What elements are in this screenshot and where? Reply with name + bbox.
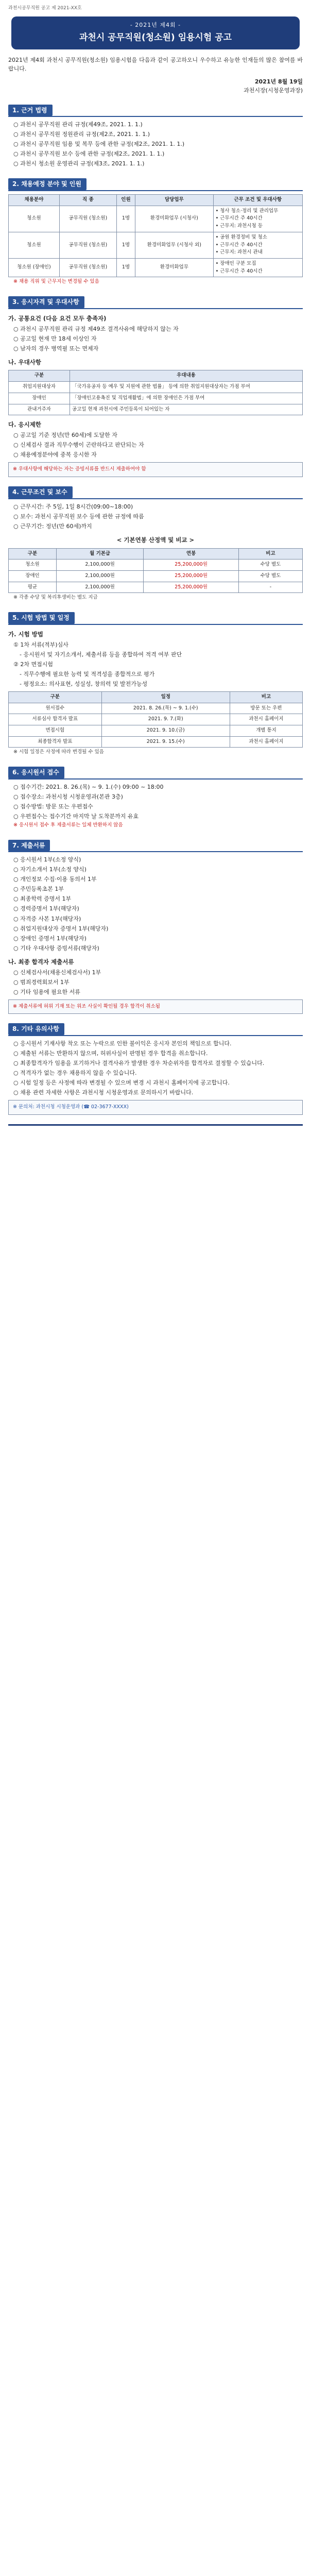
table-row <box>9 382 303 393</box>
table-cell: 2,100,000원 <box>56 571 143 582</box>
table-row <box>9 725 303 736</box>
table-row <box>9 232 303 258</box>
notice-org: 과천시장(시청운영과장) <box>244 87 303 94</box>
recruit-table <box>8 194 303 277</box>
table-header: 근무 조건 및 우대사항 <box>213 194 302 206</box>
table-cell: 관내거주자 <box>9 404 70 415</box>
list-item: ○ 주민등록초본 1부 <box>13 886 64 893</box>
list-item: ○ 최종합격자가 임용을 포기하거나 결격사유가 발생한 경우 차순위자를 합격자로 결정할 수 있습니다. <box>13 1060 265 1067</box>
list-item: ○ 제출된 서류는 반환하지 않으며, 허위사실이 판명된 경우 합격을 취소합니다. <box>13 1050 208 1057</box>
table-cell: 공고일 현재 과천시에 주민등록이 되어있는 자 <box>70 404 303 415</box>
sub-heading: 나. 최종 합격자 제출서류 <box>8 958 74 965</box>
table-cell: 취업지원대상자 <box>9 382 70 393</box>
table-cell: 「국가유공자 등 예우 및 지원에 관한 법률」 등에 의한 취업지원대상자는 가점 부여 <box>70 382 303 393</box>
table-header: 구분 <box>9 370 70 382</box>
table-row <box>9 736 303 748</box>
table-cell: 평균 <box>9 582 57 593</box>
list-item: ○ 신체검사 결과 직무수행이 곤란하다고 판단되는 자 <box>13 442 144 449</box>
table-cell: 개별 통지 <box>230 725 302 736</box>
table-cell: • 장애인 구분 모집 • 근무시간 주 40시간 <box>213 258 302 277</box>
section-title-7: 7. 제출서류 <box>8 840 50 852</box>
table-cell: 서류심사 합격자 발표 <box>9 714 102 725</box>
table-cell: 「장애인고용촉진 및 직업재활법」에 의한 장애인은 가점 부여 <box>70 393 303 404</box>
table-row <box>9 582 303 593</box>
table-cell: • 청사 청소·정리 및 관리업무 • 근무시간 주 40시간 • 근무지: 과천시청 등 <box>213 206 302 232</box>
sub-heading: 나. 우대사항 <box>8 358 41 366</box>
notice-date: 2021년 8월 19일 <box>254 78 303 86</box>
section-note: ※ 우대사항에 해당하는 자는 증빙서류를 반드시 제출하여야 함 <box>8 462 303 477</box>
table-cell: 25,200,000원 <box>144 571 239 582</box>
list-item: ① 1차 서류(적부)심사 <box>13 641 68 648</box>
list-item: ○ 취업지원대상자 증명서 1부(해당자) <box>13 925 109 932</box>
table-cell: 공무직원 (청소원) <box>59 206 116 232</box>
table-cell: 청소원 <box>9 232 60 258</box>
table-cell: - <box>238 582 302 593</box>
list-item: - 응시원서 및 자기소개서, 제출서류 등을 종합하여 적격 여부 판단 <box>20 651 182 658</box>
section-title-5: 5. 시험 방법 및 일정 <box>8 612 75 624</box>
table-cell: 2021. 9. 7.(화) <box>101 714 230 725</box>
table-header: 담당업무 <box>135 194 214 206</box>
table-cell: 환경미화업무 (시청사 외) <box>135 232 214 258</box>
table-cell: 25,200,000원 <box>144 582 239 593</box>
table-cell: 공무직원 (청소원) <box>59 232 116 258</box>
section-note: ※ 제출서류에 허위 기재 또는 위조 사실이 확인될 경우 합격이 취소됨 <box>8 999 303 1014</box>
table-row <box>9 703 303 714</box>
preference-table <box>8 370 303 415</box>
page-title: 과천시 공무직원(청소원) 임용시험 공고 <box>79 32 232 43</box>
table-cell: 2,100,000원 <box>56 582 143 593</box>
table-header: 구분 <box>9 691 102 703</box>
list-item: ○ 접수장소: 과천시청 시청운영과(본관 3층) <box>13 793 123 800</box>
title-year: - 2021년 제4회 - <box>130 21 181 28</box>
section-1-list <box>8 120 303 168</box>
list-item: ○ 경력증명서 1부(해당자) <box>13 905 79 912</box>
table-header: 비고 <box>238 548 302 560</box>
table-cell: 최종합격자 발표 <box>9 736 102 748</box>
table-cell: 과천시 홈페이지 <box>230 736 302 748</box>
table-cell: 방문 또는 우편 <box>230 703 302 714</box>
table-cell: 1명 <box>116 206 135 232</box>
list-item: ○ 자기소개서 1부(소정 양식) <box>13 866 87 873</box>
list-item: ○ 적격자가 없는 경우 채용하지 않을 수 있습니다. <box>13 1070 137 1077</box>
list-item: ○ 보수: 과천시 공무직원 보수 등에 관한 규정에 따름 <box>13 513 144 520</box>
table-cell: 2021. 9. 15.(수) <box>101 736 230 748</box>
section-title-2: 2. 채용예정 분야 및 인원 <box>8 178 87 190</box>
list-item: ○ 우편접수는 접수기간 마지막 날 도착분까지 유효 <box>13 812 139 820</box>
table-cell: 25,200,000원 <box>144 560 239 571</box>
sub-heading: 가. 시험 방법 <box>8 630 43 638</box>
section-note: ※ 응시원서 접수 후 제출서류는 일체 반환하지 않음 <box>13 822 123 828</box>
table-row <box>9 258 303 277</box>
table-cell: 1명 <box>116 258 135 277</box>
list-item: ○ 기타 우대사항 증빙서류(해당자) <box>13 944 99 952</box>
list-item: ○ 접수방법: 방문 또는 우편접수 <box>13 803 93 810</box>
table-header: 채용분야 <box>9 194 60 206</box>
list-item: ○ 남자의 경우 병역필 또는 면제자 <box>13 345 99 352</box>
section-title-3: 3. 응시자격 및 우대사항 <box>8 296 84 308</box>
pay-table <box>8 548 303 594</box>
table-row <box>9 714 303 725</box>
list-item: ○ 과천시 공무직원 임용 및 복무 등에 관한 규정(제2조, 2021. 1. 1.) <box>13 141 185 148</box>
table-header: 직 종 <box>59 194 116 206</box>
table-cell: • 공원 환경정비 및 청소 • 근무시간 주 40시간 • 근무지: 과천시 관내 <box>213 232 302 258</box>
list-item: ○ 최종학력 증명서 1부 <box>13 895 72 903</box>
table-row <box>9 393 303 404</box>
list-item: ○ 근무기간: 정년(만 60세)까지 <box>13 522 92 530</box>
intro-text: 2021년 제4회 과천시 공무직원(청소원) 임용시험을 다음과 같이 공고하오니 우수하고 유능한 인재들의 많은 참여를 바랍니다. <box>8 57 303 73</box>
table-cell: 환경미화업무 (시청사) <box>135 206 214 232</box>
list-item: ○ 기타 임용에 필요한 서류 <box>13 988 80 995</box>
table-note: ※ 각종 수당 및 복리후생비는 별도 지급 <box>13 595 98 601</box>
list-item: ○ 접수기간: 2021. 8. 26.(목) ~ 9. 1.(수) 09:00 ~ 18:00 <box>13 783 164 790</box>
schedule-table <box>8 691 303 748</box>
section-title-6: 6. 응시원서 접수 <box>8 767 64 778</box>
section-title-8: 8. 기타 유의사항 <box>8 1023 64 1035</box>
table-note: ※ 시험 일정은 사정에 따라 변경될 수 있음 <box>13 749 104 755</box>
table-cell: 과천시 홈페이지 <box>230 714 302 725</box>
table-cell: 면접시험 <box>9 725 102 736</box>
list-item: ○ 채용예정분야에 중복 응시한 자 <box>13 451 97 459</box>
list-item: ○ 시험 일정 등은 사정에 따라 변경될 수 있으며 변경 시 과천시 홈페이지에 공고합니다. <box>13 1079 230 1087</box>
table-header: 우대내용 <box>70 370 303 382</box>
list-item: ○ 장애인 증명서 1부(해당자) <box>13 935 87 942</box>
table-cell: 1명 <box>116 232 135 258</box>
section-title-1: 1. 근거 법령 <box>8 105 53 116</box>
list-item: ○ 과천시 공무직원 보수 등에 관한 규정(제2조, 2021. 1. 1.) <box>13 150 165 158</box>
list-item: ○ 과천시 공무직원 정원관리 규정(제2조, 2021. 1. 1.) <box>13 131 150 138</box>
table-header: 일정 <box>101 691 230 703</box>
table-cell: 청소원 <box>9 560 57 571</box>
doc-number: 과천시공무직원 공고 제 2021-XX호 <box>8 6 82 11</box>
sub-heading: 가. 공통요건 (다음 요건 모두 충족자) <box>8 314 107 322</box>
list-item: ○ 근무시간: 주 5일, 1일 8시간(09:00~18:00) <box>13 503 133 510</box>
title-banner <box>11 16 300 49</box>
table-header: 월 기본급 <box>56 548 143 560</box>
list-item: ○ 과천시 공무직원 관리 규정 제49조 결격사유에 해당하지 않는 자 <box>13 325 179 332</box>
table-header: 비고 <box>230 691 302 703</box>
table-row <box>9 404 303 415</box>
contact-info: ※ 문의처: 과천시청 시청운영과 (☎ 02-3677-XXXX) <box>8 1100 303 1115</box>
table-header: 인원 <box>116 194 135 206</box>
table-note: ※ 채용 직위 및 근무지는 변경될 수 있음 <box>13 279 99 285</box>
list-item: - 평정요소: 의사표현, 성실성, 창의력 및 발전가능성 <box>20 680 148 687</box>
list-item: ○ 개인정보 수집·이용 동의서 1부 <box>13 876 97 883</box>
table-row <box>9 560 303 571</box>
table-header: 구분 <box>9 548 57 560</box>
list-item: ○ 과천시 청소원 운영관리 규정(제3조, 2021. 1. 1.) <box>13 160 145 167</box>
list-item: - 직무수행에 필요한 능력 및 적격성을 종합적으로 평가 <box>20 670 155 677</box>
table-cell: 원서접수 <box>9 703 102 714</box>
list-item: ○ 범죄경력회보서 1부 <box>13 978 70 986</box>
list-item: ② 2차 면접시험 <box>13 660 53 668</box>
table-cell: 청소원 (장애인) <box>9 258 60 277</box>
table-cell: 청소원 <box>9 206 60 232</box>
list-item: ○ 공고일 기준 정년(만 60세)에 도달한 자 <box>13 432 117 439</box>
section-title-4: 4. 근무조건 및 보수 <box>8 486 73 498</box>
pay-table-title: < 기본연봉 산정액 및 비교 > <box>116 536 195 544</box>
list-item: ○ 자격증 사본 1부(해당자) <box>13 915 81 922</box>
table-row <box>9 206 303 232</box>
list-item: ○ 응시원서 기재사항 착오 또는 누락으로 인한 불이익은 응시자 본인의 책임으로 합니다. <box>13 1040 232 1047</box>
list-item: ○ 신체검사서(채용신체검사서) 1부 <box>13 969 101 976</box>
list-item: ○ 공고일 현재 만 18세 이상인 자 <box>13 335 97 342</box>
table-cell: 공무직원 (청소원) <box>59 258 116 277</box>
table-cell: 2,100,000원 <box>56 560 143 571</box>
table-cell: 수당 별도 <box>238 560 302 571</box>
table-cell: 수당 별도 <box>238 571 302 582</box>
table-cell: 환경미화업무 <box>135 258 214 277</box>
table-row <box>9 571 303 582</box>
table-cell: 장애인 <box>9 571 57 582</box>
notice-page <box>8 0 303 1126</box>
table-cell: 2021. 8. 26.(목) ~ 9. 1.(수) <box>101 703 230 714</box>
list-item: ○ 과천시 공무직원 관리 규정(제49조, 2021. 1. 1.) <box>13 121 143 128</box>
table-header: 연봉 <box>144 548 239 560</box>
list-item: ○ 응시원서 1부(소정 양식) <box>13 856 81 863</box>
table-cell: 장애인 <box>9 393 70 404</box>
list-item: ○ 채용 관련 자세한 사항은 과천시청 시청운영과로 문의하시기 바랍니다. <box>13 1089 194 1096</box>
sub-heading: 다. 응시제한 <box>8 421 41 429</box>
table-cell: 2021. 9. 10.(금) <box>101 725 230 736</box>
bottom-divider <box>8 1124 303 1126</box>
